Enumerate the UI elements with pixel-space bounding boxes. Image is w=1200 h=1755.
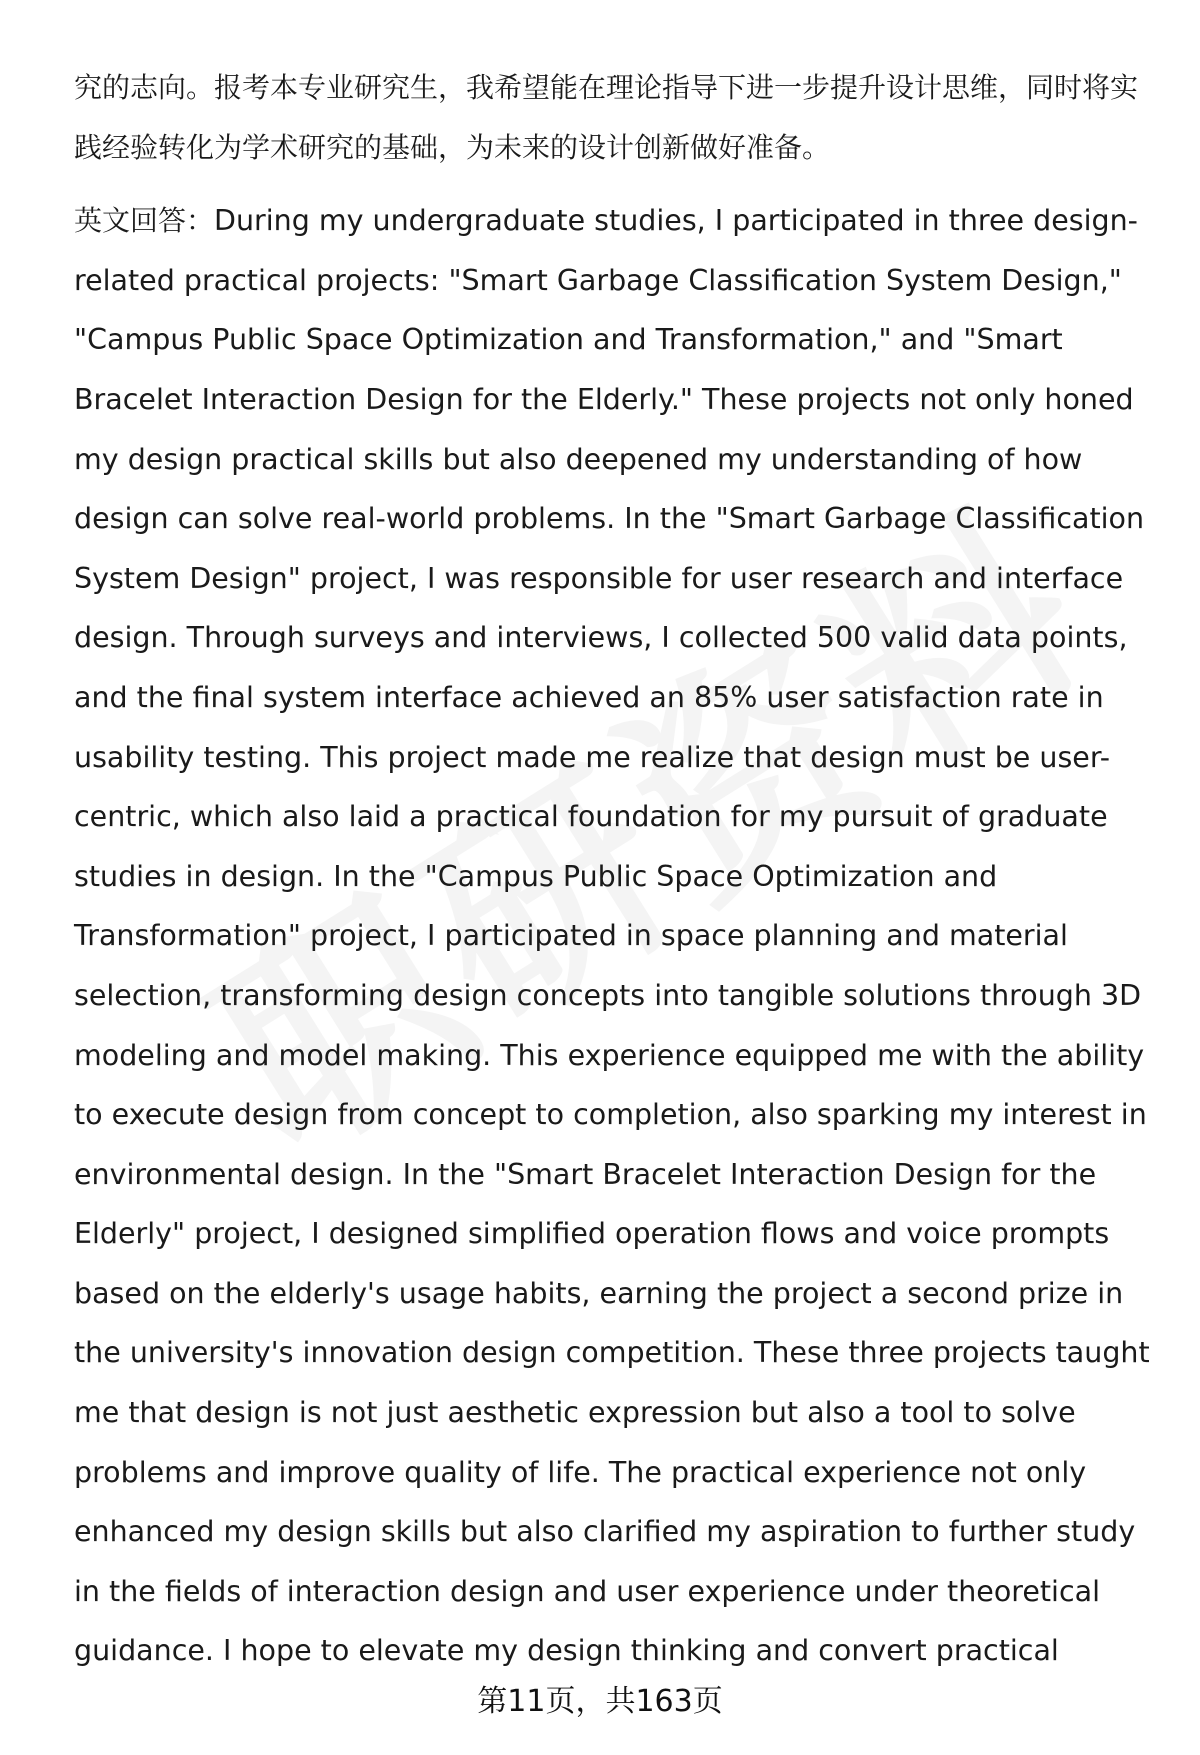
- english-answer-text: During my undergraduate studies, I participated in three design-related practical projects: "Smart Garbage Classification System Design," "Campus Public Space Optimization and Transformation," and "Smart Bracelet Interaction Design for the Elderly." These projects not only honed my design practical skills but also deepened my understanding of how design can solve real-world problems. In the "Smart Garbage Classification System Design" project, I was responsible for user research and interface design. Through surveys and interviews, I collected 500 valid data points, and the final system interface achieved an 85% user satisfaction rate in usability testing. This project made me realize that design must be user-centric, which also laid a practical foundation for my pursuit of graduate studies in design. In the "Campus Public Space Optimization and Transformation" project, I participated in space planning and material selection, transforming design concepts into tangible solutions through 3D modeling and model making. This experience equipped me with the ability to execute design from concept to completion, also sparking my interest in environmental design. In the "Smart Bracelet Interaction Design for the Elderly" project, I designed simplified operation flows and voice prompts based on the elderly's usage habits, earning the project a second prize in the university's innovation design competition. These three projects taught me that design is not just aesthetic expression but also a tool to solve problems and improve quality of life. The practical experience not only enhanced my design skills but also clarified my aspiration to further study in the fields of interaction design and user experience under theoretical guidance. I hope to elevate my design thinking and convert practical: [74, 204, 1150, 1668]
- chinese-answer-paragraph: 究的志向。报考本专业研究生，我希望能在理论指导下进一步提升设计思维，同时将实践经验转化为学术研究的基础，为未来的设计创新做好准备。: [74, 71, 1139, 164]
- page-number: 第11页，共163页: [477, 1684, 723, 1719]
- document-body: [74, 58, 1154, 1681]
- english-answer-label: 英文回答：: [74, 204, 215, 238]
- english-answer-paragraph: [74, 191, 1154, 1681]
